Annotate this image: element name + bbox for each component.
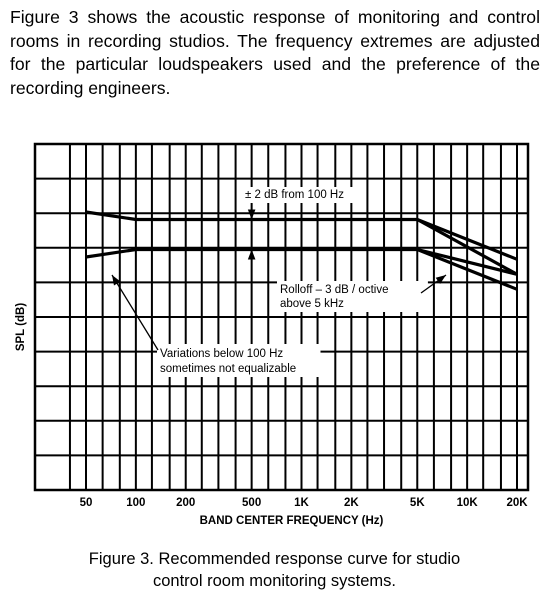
rolloff-annotation-text: above 5 kHz [280,298,344,310]
x-tick-label: 20K [506,497,528,509]
x-tick-label: 1K [294,497,309,509]
x-tick-label: 5K [409,497,425,509]
response-chart [0,135,549,535]
caption-line-1: Figure 3. Recommended response curve for studio [88,550,461,568]
variations-annotation-text: sometimes not equalizable [160,363,297,375]
x-tick-label: 50 [79,497,93,509]
intro-paragraph: Figure 3 shows the acoustic response of monitoring and control rooms in recording studios. The frequency extremes are adjusted for the particular loudspeakers used and the preference of the recording engineers. [10,7,540,98]
figure-caption [0,548,549,592]
variations-annotation-text: Variations below 100 Hz [160,348,284,360]
x-tick-label: 200 [176,497,196,509]
x-tick-label: 10K [456,497,478,509]
tolerance-annotation-text: ± 2 dB from 100 Hz [245,189,344,201]
response-chart-svg [0,135,549,535]
x-axis-label: BAND CENTER FREQUENCY (Hz) [199,515,384,527]
rolloff-annotation-text: Rolloff – 3 dB / octive [280,284,389,296]
x-tick-label: 100 [126,497,146,509]
caption-line-2: control room monitoring systems. [153,572,396,590]
x-tick-label: 2K [344,497,359,509]
y-axis-label: SPL (dB) [15,302,27,352]
x-tick-label: 500 [242,497,262,509]
